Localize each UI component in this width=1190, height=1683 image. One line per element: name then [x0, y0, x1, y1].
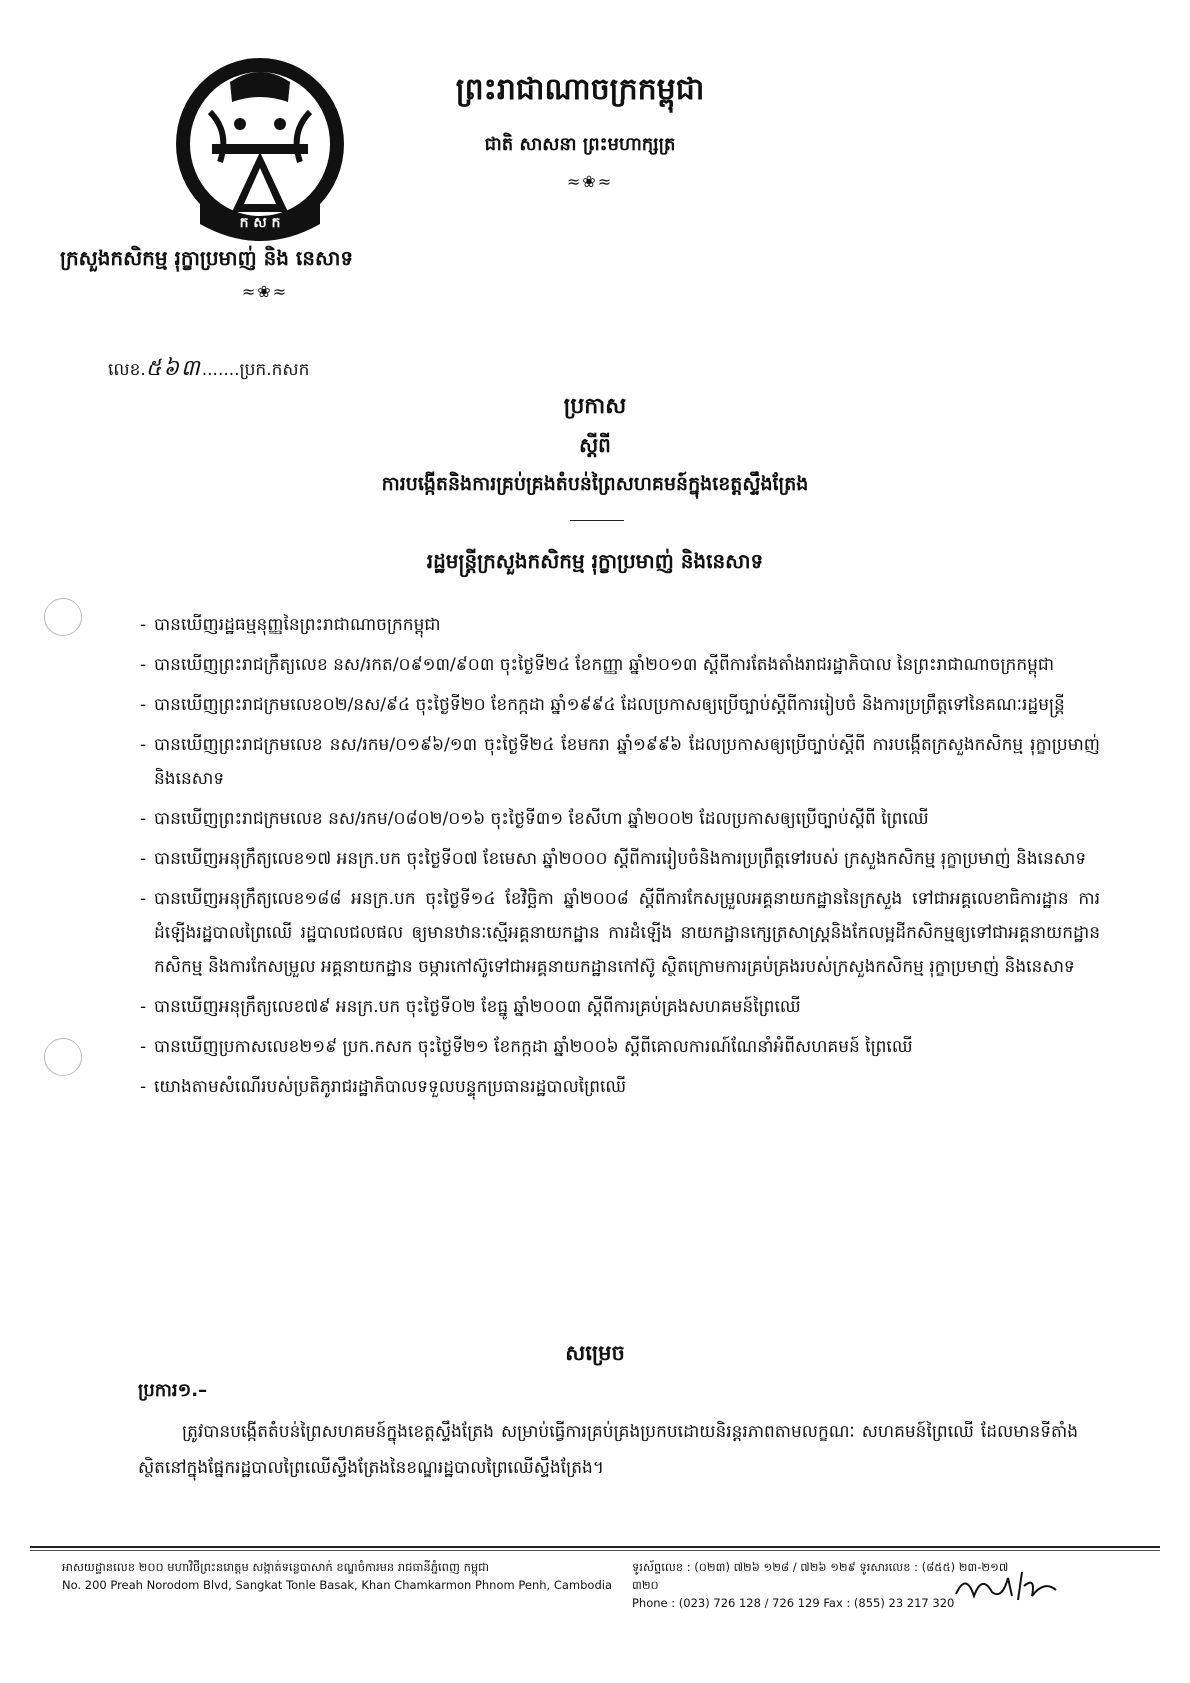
whereas-item: - បានឃើញរដ្ឋធម្មនុញ្ញនៃព្រះរាជាណាចក្រកម្ពុជា: [140, 608, 1100, 642]
doc-type-heading: ប្រកាស: [563, 393, 627, 419]
title-divider: [570, 520, 624, 521]
reference-handwritten-number: ៥៦៣: [145, 356, 202, 381]
whereas-list: [140, 608, 1100, 1110]
national-motto: ជាតិ សាសនា ព្រះមហាក្សត្រ: [484, 134, 676, 155]
phone-english: Phone : (023) 726 128 / 726 129 Fax : (855) 23 217 320: [632, 1596, 955, 1610]
reference-suffix: .......ប្រក.កសក: [201, 360, 310, 380]
address-khmer: អាសយដ្ឋានលេខ ២០០ មហាវិថីព្រះនរោត្តម សង្កាត់ទន្លេបាសាក់ ខណ្ឌចំការមន រាជធានីភ្នំពេញ កម្ពុជា: [62, 1560, 490, 1574]
header-ornament-icon: ≈❀≈: [566, 172, 614, 191]
whereas-item: - បានឃើញព្រះរាជក្រឹត្យលេខ នស/រកត/០៩១៣/៩០៣ ចុះថ្ងៃទី២៤ ខែកញ្ញា ឆ្នាំ២០១៣ ស្ដីពីការតែងតាំងរាជរដ្ឋាភិបាល នៃព្រះរាជាណាចក្រកម្ពុជា: [140, 648, 1100, 682]
ministry-emblem-icon: [170, 52, 350, 252]
footer-divider-thin: [30, 1550, 1160, 1551]
whereas-item: - បានឃើញប្រកាសលេខ២១៩ ប្រក.កសក ចុះថ្ងៃទី២១ ខែកក្កដា ឆ្នាំ២០០៦ ស្ដីពីគោលការណ៍ណែនាំអំពីសហគមន៍ ព្រៃឈើ: [140, 1030, 1100, 1064]
footer-address: [62, 1558, 622, 1594]
minister-heading: រដ្ឋមន្ត្រីក្រសួងកសិកម្ម រុក្ខាប្រមាញ់ និងនេសាទ: [426, 549, 764, 573]
emblem-text: ក ស ក: [239, 215, 281, 231]
ministry-name: ក្រសួងកសិកម្ម រុក្ខាប្រមាញ់ និង នេសាទ: [60, 246, 354, 270]
address-english: No. 200 Preah Norodom Blvd, Sangkat Tonle Basak, Khan Chamkarmon Phnom Penh, Cambodia: [62, 1578, 612, 1592]
regarding-heading: ស្ដីពី: [579, 433, 611, 457]
signature-initials-icon: [952, 1566, 1062, 1606]
decision-heading: សម្រេច: [565, 1340, 625, 1365]
whereas-item: - បានឃើញអនុក្រឹត្យលេខ១៨៨ អនក្រ.បក ចុះថ្ងៃទី១៤ ខែវិច្ឆិកា ឆ្នាំ២០០៨ ស្ដីពីការកែសម្រួលអគ្គនាយកដ្ឋាននៃក្រសួង ទៅជាអគ្គលេខាធិការដ្ឋាន ការដំឡើងរដ្ឋបាលព្រៃឈើ រដ្ឋបាលជលផល ឲ្យមានឋានៈស្មើអគ្គនាយកដ្ឋាន ការដំឡើង នាយកដ្ឋានក្សេត្រសាស្ត្រនិងកែលម្អដីកសិកម្មឲ្យទៅជាអគ្គនាយកដ្ឋានកសិកម្ម និងការកែសម្រួល អគ្គនាយកដ្ឋាន ចម្ការកៅស៊ូទៅជាអគ្គនាយកដ្ឋានកៅស៊ូ ស្ថិតក្រោមការគ្រប់គ្រងរបស់ក្រសួងកសិកម្ម រុក្ខាប្រមាញ់ និងនេសាទ: [140, 882, 1100, 984]
whereas-item: - បានឃើញព្រះរាជក្រមលេខ០២/នស/៩៤ ចុះថ្ងៃទី២០ ខែកក្កដា ឆ្នាំ១៩៩៤ ដែលប្រកាសឲ្យប្រើច្បាប់ស្ដីពីការរៀបចំ និងការប្រព្រឹត្តទៅនៃគណៈរដ្ឋមន្ត្រី: [140, 688, 1100, 722]
kingdom-title: ព្រះរាជាណាចក្រកម្ពុជា: [455, 72, 705, 107]
phone-khmer: ទូរស័ព្ទលេខ : (០២៣) ៧២៦ ១២៨ / ៧២៦ ១២៩ ទូរសារលេខ : (៨៥៥) ២៣-២១៧ ៣២០: [632, 1560, 1009, 1592]
subject-heading: ការបង្កើតនិងការគ្រប់គ្រងតំបន់ព្រៃសហគមន៍ក្នុងខេត្តស្ទឹងត្រែង: [381, 473, 809, 495]
ministry-ornament-icon: ≈❀≈: [241, 282, 289, 301]
whereas-item: - បានឃើញព្រះរាជក្រមលេខ នស/រកម/០១៩៦/១៣ ចុះថ្ងៃទី២៤ ខែមករា ឆ្នាំ១៩៩៦ ដែលប្រកាសឲ្យប្រើច្បាប់ស្ដីពី ការបង្កើតក្រសួងកសិកម្ម រុក្ខាប្រមាញ់ និងនេសាទ: [140, 728, 1100, 796]
punch-hole-icon: [44, 598, 82, 636]
reference-prefix: លេខ.: [108, 360, 146, 380]
reference-number: [108, 354, 309, 386]
whereas-item: - បានឃើញអនុក្រឹត្យលេខ១៧ អនក្រ.បក ចុះថ្ងៃទី០៧ ខែមេសា ឆ្នាំ២០០០ ស្ដីពីការរៀបចំនិងការប្រព្រឹត្តទៅរបស់ ក្រសួងកសិកម្ម រុក្ខាប្រមាញ់ និងនេសាទ: [140, 842, 1100, 876]
whereas-item: - បានឃើញព្រះរាជក្រមលេខ នស/រកម/០៨០២/០១៦ ចុះថ្ងៃទី៣១ ខែសីហា ឆ្នាំ២០០២ ដែលប្រកាសឲ្យប្រើច្បាប់ស្ដីពី ព្រៃឈើ: [140, 802, 1100, 836]
punch-hole-icon: [44, 1038, 82, 1076]
article-1-label: ប្រការ១.–: [138, 1380, 208, 1401]
footer-divider: [30, 1546, 1160, 1548]
whereas-item: - យោងតាមសំណើរបស់ប្រតិភូរាជរដ្ឋាភិបាលទទួលបន្ទុកប្រធានរដ្ឋបាលព្រៃឈើ: [140, 1070, 1100, 1104]
whereas-item: - បានឃើញអនុក្រឹត្យលេខ៧៩ អនក្រ.បក ចុះថ្ងៃទី០២ ខែធ្នូ ឆ្នាំ២០០៣ ស្ដីពីការគ្រប់គ្រងសហគមន៍ព្រៃឈើ: [140, 990, 1100, 1024]
article-1-text: ត្រូវបានបង្កើតតំបន់ព្រៃសហគមន៍ក្នុងខេត្តស្ទឹងត្រែង សម្រាប់ធ្វើការគ្រប់គ្រងប្រកបដោយនិរន្តរភាពតាមលក្ខណៈ សហគមន៍ព្រៃឈើ ដែលមានទីតាំងស្ថិតនៅក្នុងផ្នែករដ្ឋបាលព្រៃឈើស្ទឹងត្រែងនៃខណ្ឌរដ្ឋបាលព្រៃឈើស្ទឹងត្រែង។: [138, 1422, 1078, 1478]
